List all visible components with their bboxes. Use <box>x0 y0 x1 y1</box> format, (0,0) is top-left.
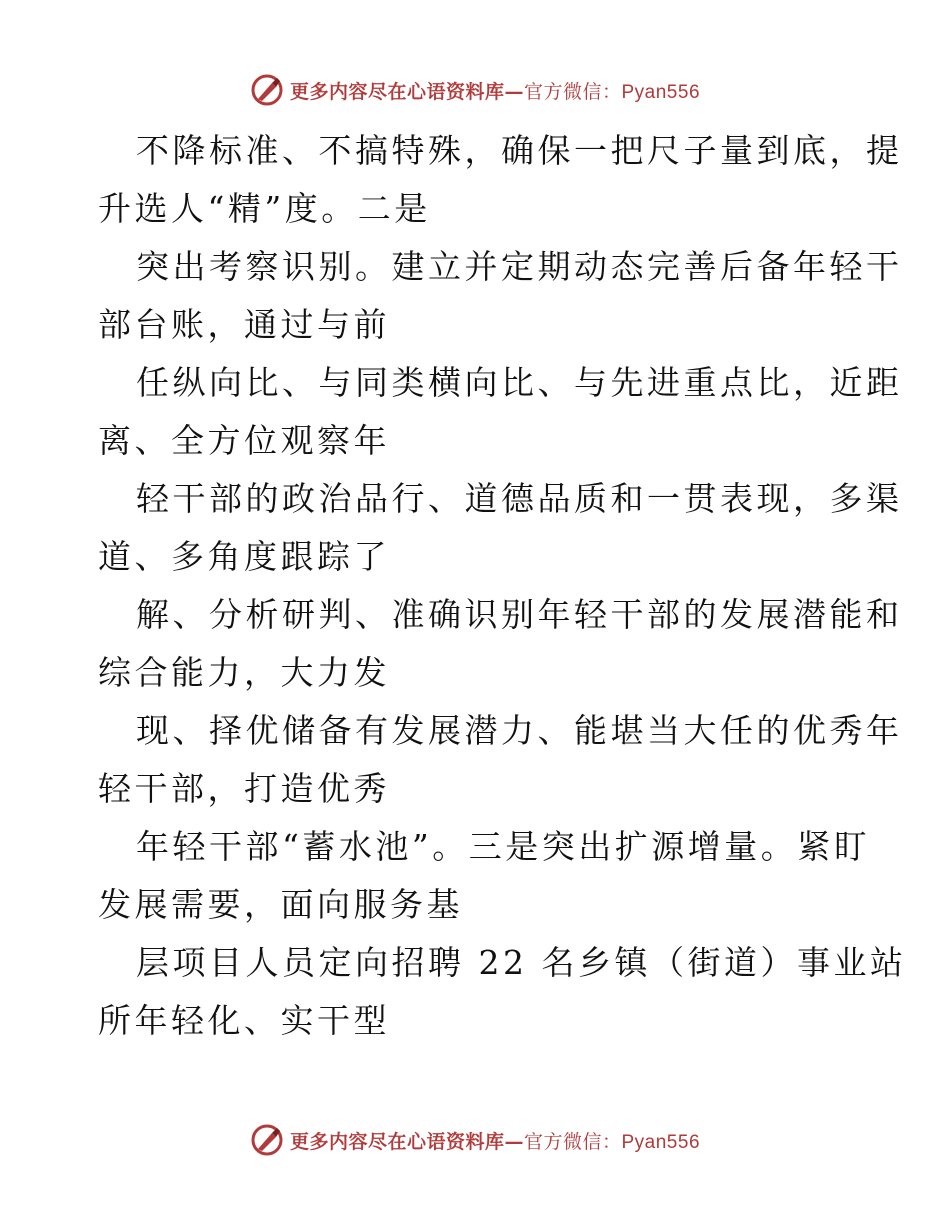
watermark-dash: — <box>504 80 524 103</box>
paragraph-line: 年轻干部“蓄水池”。三是突出扩源增量。紧盯 <box>136 827 871 866</box>
paragraph <box>98 470 903 586</box>
paragraph <box>98 586 903 702</box>
paragraph-line: 部台账，通过与前 <box>98 305 390 344</box>
paragraph <box>98 702 903 818</box>
paragraph-line: 综合能力，大力发 <box>98 653 390 692</box>
watermark-contact: 官方微信：Pyan556 <box>524 81 701 103</box>
paragraph <box>98 818 871 934</box>
watermark-text <box>290 1127 700 1154</box>
paragraph-line: 轻干部，打造优秀 <box>98 769 390 808</box>
paragraph-line: 道、多角度跟踪了 <box>98 537 390 576</box>
paragraph <box>98 238 903 354</box>
watermark-text <box>290 77 700 104</box>
watermark-title: 更多内容尽在心语资料库 <box>289 1130 505 1153</box>
paragraph-line: 不降标准、不搞特殊，确保一把尺子量到底，提 <box>136 131 903 170</box>
paragraph-line: 升选人“精”度。二是 <box>98 189 431 228</box>
footer-watermark <box>0 1120 950 1160</box>
header-watermark <box>0 70 950 110</box>
paragraph-line: 解、分析研判、准确识别年轻干部的发展潜能和 <box>136 595 903 634</box>
paragraph-line: 发展需要，面向服务基 <box>98 885 463 924</box>
watermark-title: 更多内容尽在心语资料库 <box>289 80 505 103</box>
pen-logo-icon <box>250 1123 284 1157</box>
watermark-dash: — <box>504 1130 524 1153</box>
paragraph <box>98 354 903 470</box>
paragraph-line: 轻干部的政治品行、道德品质和一贯表现，多渠 <box>136 479 903 518</box>
paragraph-line: 层项目人员定向招聘 22 名乡镇（街道）事业站 <box>136 943 907 982</box>
paragraph <box>98 122 903 238</box>
watermark-contact: 官方微信：Pyan556 <box>524 1131 701 1153</box>
pen-logo-icon <box>250 73 284 107</box>
paragraph <box>98 934 907 1050</box>
document-body <box>98 122 907 1050</box>
paragraph-line: 现、择优储备有发展潜力、能堪当大任的优秀年 <box>136 711 903 750</box>
paragraph-line: 任纵向比、与同类横向比、与先进重点比，近距 <box>136 363 903 402</box>
paragraph-line: 离、全方位观察年 <box>98 421 390 460</box>
paragraph-line: 所年轻化、实干型 <box>98 1001 390 1040</box>
paragraph-line: 突出考察识别。建立并定期动态完善后备年轻干 <box>136 247 903 286</box>
